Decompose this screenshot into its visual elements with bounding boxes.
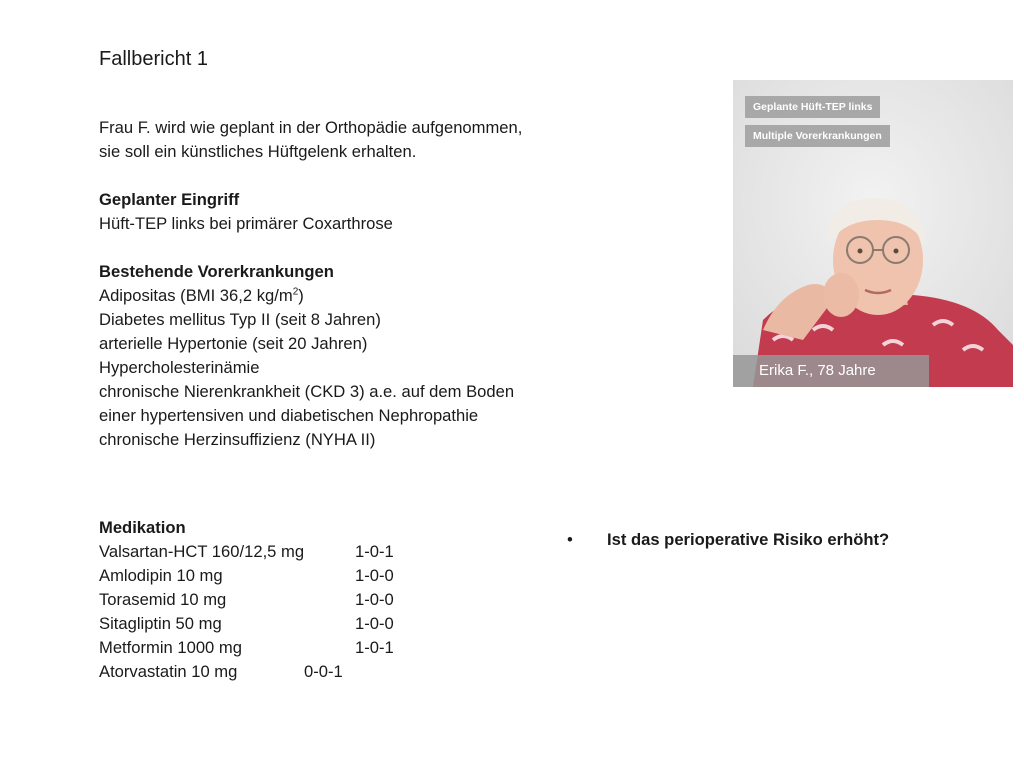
vorerkrankung-item: arterielle Hypertonie (seit 20 Jahren) (99, 334, 368, 353)
medication-dose: 1-0-0 (355, 566, 394, 585)
medication-name: Valsartan-HCT 160/12,5 mg (99, 542, 305, 561)
medication-dose: 1-0-1 (355, 638, 394, 657)
question-bullet (567, 528, 889, 552)
medikation-section (99, 516, 459, 684)
patient-photo (733, 80, 1013, 387)
question-text: Ist das perioperative Risiko erhöht? (607, 530, 890, 549)
medication-row (99, 588, 459, 612)
photo-caption: Erika F., 78 Jahre (733, 355, 929, 387)
medication-name: Sitagliptin 50 mg (99, 614, 222, 633)
medikation-heading: Medikation (99, 518, 186, 537)
medication-row (99, 612, 459, 636)
slide-title: Fallbericht 1 (99, 48, 208, 70)
eingriff-section (99, 188, 589, 236)
vorerkrankung-item: chronische Nierenkrankheit (CKD 3) a.e. auf dem Boden (99, 382, 515, 401)
photo-tag: Geplante Hüft-TEP links (745, 96, 880, 118)
medication-name: Amlodipin 10 mg (99, 566, 223, 585)
vorerkrankung-item: Diabetes mellitus Typ II (seit 8 Jahren) (99, 310, 381, 329)
vorerkrankungen-section (99, 260, 589, 452)
medication-row (99, 564, 459, 588)
medication-name: Atorvastatin 10 mg (99, 662, 238, 681)
photo-tag: Multiple Vorerkrankungen (745, 125, 890, 147)
vorerkrankungen-heading: Bestehende Vorerkrankungen (99, 262, 334, 281)
medication-row (99, 636, 459, 660)
medication-name: Metformin 1000 mg (99, 638, 242, 657)
bullet-icon: • (567, 530, 573, 549)
vorerkrankung-item: einer hypertensiven und diabetischen Nephropathie (99, 406, 479, 425)
intro-line: sie soll ein künstliches Hüftgelenk erhalten. (99, 142, 417, 161)
medication-name: Torasemid 10 mg (99, 590, 227, 609)
medication-dose: 0-0-1 (304, 662, 343, 681)
eingriff-text: Hüft-TEP links bei primärer Coxarthrose (99, 214, 393, 233)
medication-dose: 1-0-0 (355, 590, 394, 609)
intro-line: Frau F. wird wie geplant in der Orthopädie aufgenommen, (99, 118, 523, 137)
medication-dose: 1-0-0 (355, 614, 394, 633)
eingriff-heading: Geplanter Eingriff (99, 190, 240, 209)
medication-dose: 1-0-1 (355, 542, 394, 561)
vorerkrankung-item: Hypercholesterinämie (99, 358, 260, 377)
intro-text (99, 116, 589, 164)
vorerkrankung-item: chronische Herzinsuffizienz (NYHA II) (99, 430, 376, 449)
medication-row (99, 540, 459, 564)
medication-row (99, 660, 459, 684)
vorerkrankung-item: Adipositas (BMI 36,2 $kg/m^2$) (99, 286, 304, 305)
